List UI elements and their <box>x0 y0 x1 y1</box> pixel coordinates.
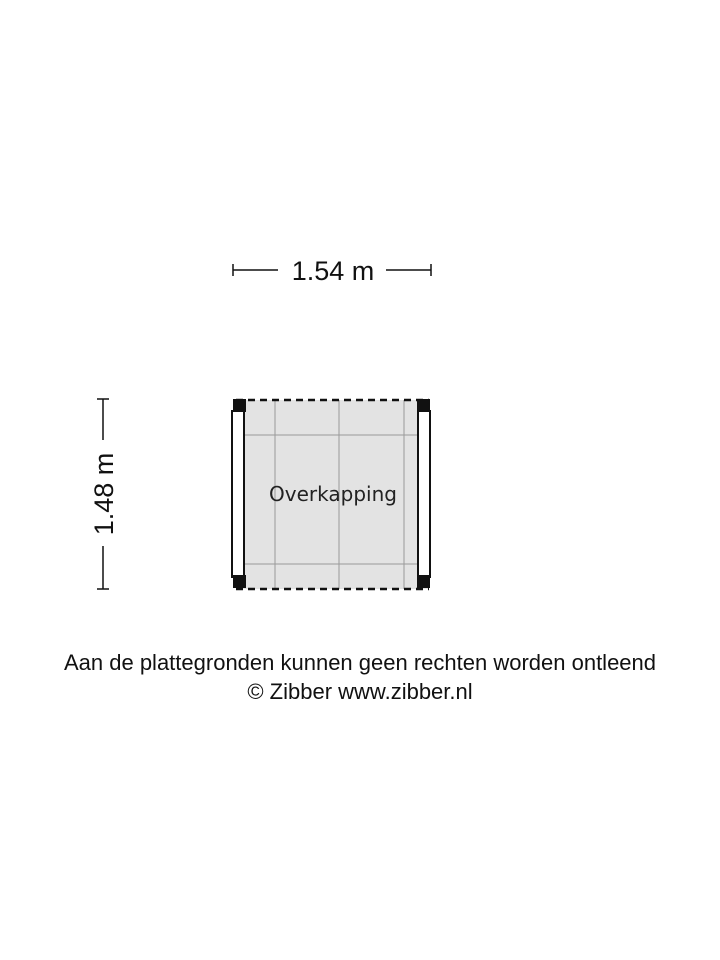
post-top-right <box>417 399 430 412</box>
height-dimension <box>89 399 119 589</box>
width-dimension-label: 1.54 m <box>291 256 375 286</box>
right-beam <box>418 411 430 577</box>
left-beam <box>232 411 244 577</box>
width-dimension <box>233 256 431 286</box>
post-bottom-right <box>417 575 430 588</box>
height-dimension-label: 1.48 m <box>89 452 119 536</box>
copyright-text: © Zibber www.zibber.nl <box>247 679 473 704</box>
disclaimer-text: Aan de plattegronden kunnen geen rechten worden ontleend <box>63 650 657 675</box>
post-top-left <box>233 399 246 412</box>
post-bottom-left <box>233 575 246 588</box>
room-label: Overkapping <box>269 482 397 506</box>
room-overkapping <box>232 399 430 589</box>
